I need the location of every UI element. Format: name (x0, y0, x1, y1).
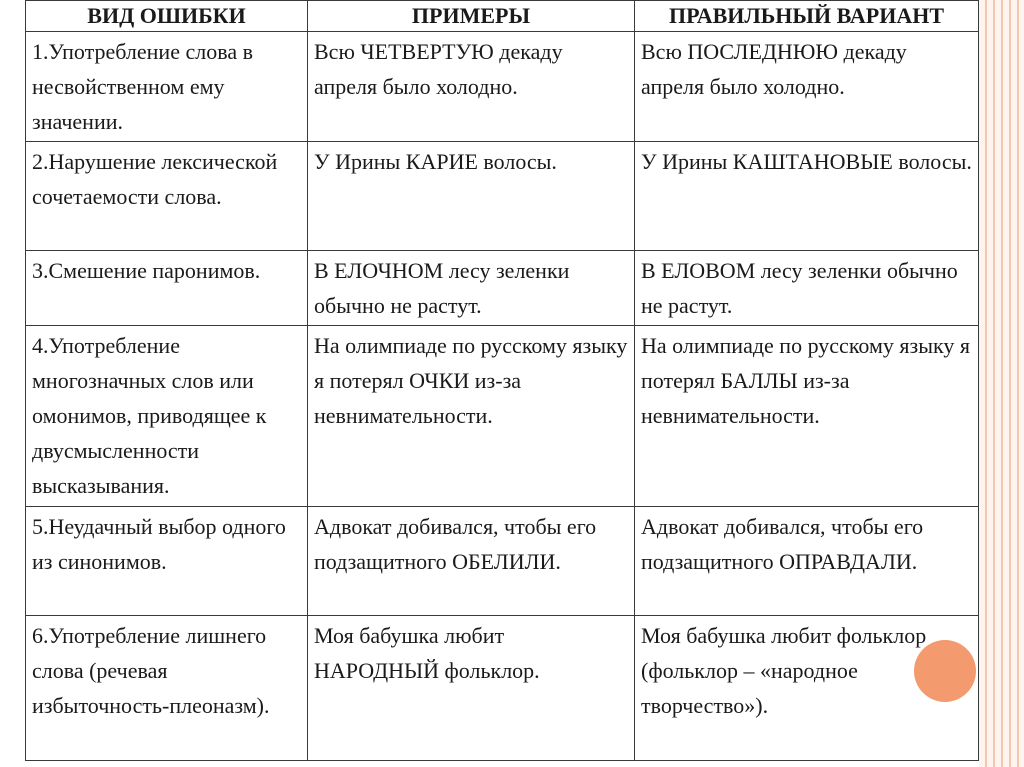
table-header-row (26, 1, 979, 32)
table-row (26, 507, 979, 616)
table-row (26, 251, 979, 326)
cell-error-type: 1.Употребление слова в несвойственном ему значении. (26, 32, 308, 142)
cell-correct: У Ирины КАШТАНОВЫЕ волосы. (635, 142, 979, 251)
cell-example: В ЕЛОЧНОМ лесу зеленки обычно не растут. (308, 251, 635, 326)
table-row (26, 32, 979, 142)
cell-error-type: 2.Нарушение лексической сочетаемости слова. (26, 142, 308, 251)
cell-error-type: 5.Неудачный выбор одного из синонимов. (26, 507, 308, 616)
stripe-line (1017, 0, 1019, 767)
cell-correct: На олимпиаде по русскому языку я потерял БАЛЛЫ из-за невнимательности. (635, 326, 979, 507)
cell-correct: В ЕЛОВОМ лесу зеленки обычно не растут. (635, 251, 979, 326)
table-row (26, 142, 979, 251)
cell-example: Всю ЧЕТВЕРТУЮ декаду апреля было холодно. (308, 32, 635, 142)
cell-correct: Моя бабушка любит фольклор (фольклор – «народное творчество»). (635, 616, 979, 761)
stripe-line (993, 0, 995, 767)
cell-error-type: 3.Смешение паронимов. (26, 251, 308, 326)
cell-example: На олимпиаде по русскому языку я потерял ОЧКИ из-за невнимательности. (308, 326, 635, 507)
header-examples: ПРИМЕРЫ (308, 1, 635, 32)
cell-correct: Всю ПОСЛЕДНЮЮ декаду апреля было холодно. (635, 32, 979, 142)
table-row (26, 326, 979, 507)
stripe-line (1009, 0, 1011, 767)
cell-error-type: 6.Употребление лишнего слова (речевая избыточность-плеоназм). (26, 616, 308, 761)
header-error-type: ВИД ОШИБКИ (26, 1, 308, 32)
stripe-line (985, 0, 987, 767)
header-correct-variant: ПРАВИЛЬНЫЙ ВАРИАНТ (635, 1, 979, 32)
decorative-stripes (979, 0, 1024, 767)
table-row (26, 616, 979, 761)
cell-example: Адвокат добивался, чтобы его подзащитного ОБЕЛИЛИ. (308, 507, 635, 616)
errors-table-container (25, 0, 978, 761)
errors-table (25, 0, 979, 761)
cell-correct: Адвокат добивался, чтобы его подзащитного ОПРАВДАЛИ. (635, 507, 979, 616)
cell-example: Моя бабушка любит НАРОДНЫЙ фольклор. (308, 616, 635, 761)
stripe-line (1001, 0, 1003, 767)
cell-error-type: 4.Употребление многозначных слов или омонимов, приводящее к двусмысленности высказывания. (26, 326, 308, 507)
decorative-circle (914, 640, 976, 702)
cell-example: У Ирины КАРИЕ волосы. (308, 142, 635, 251)
